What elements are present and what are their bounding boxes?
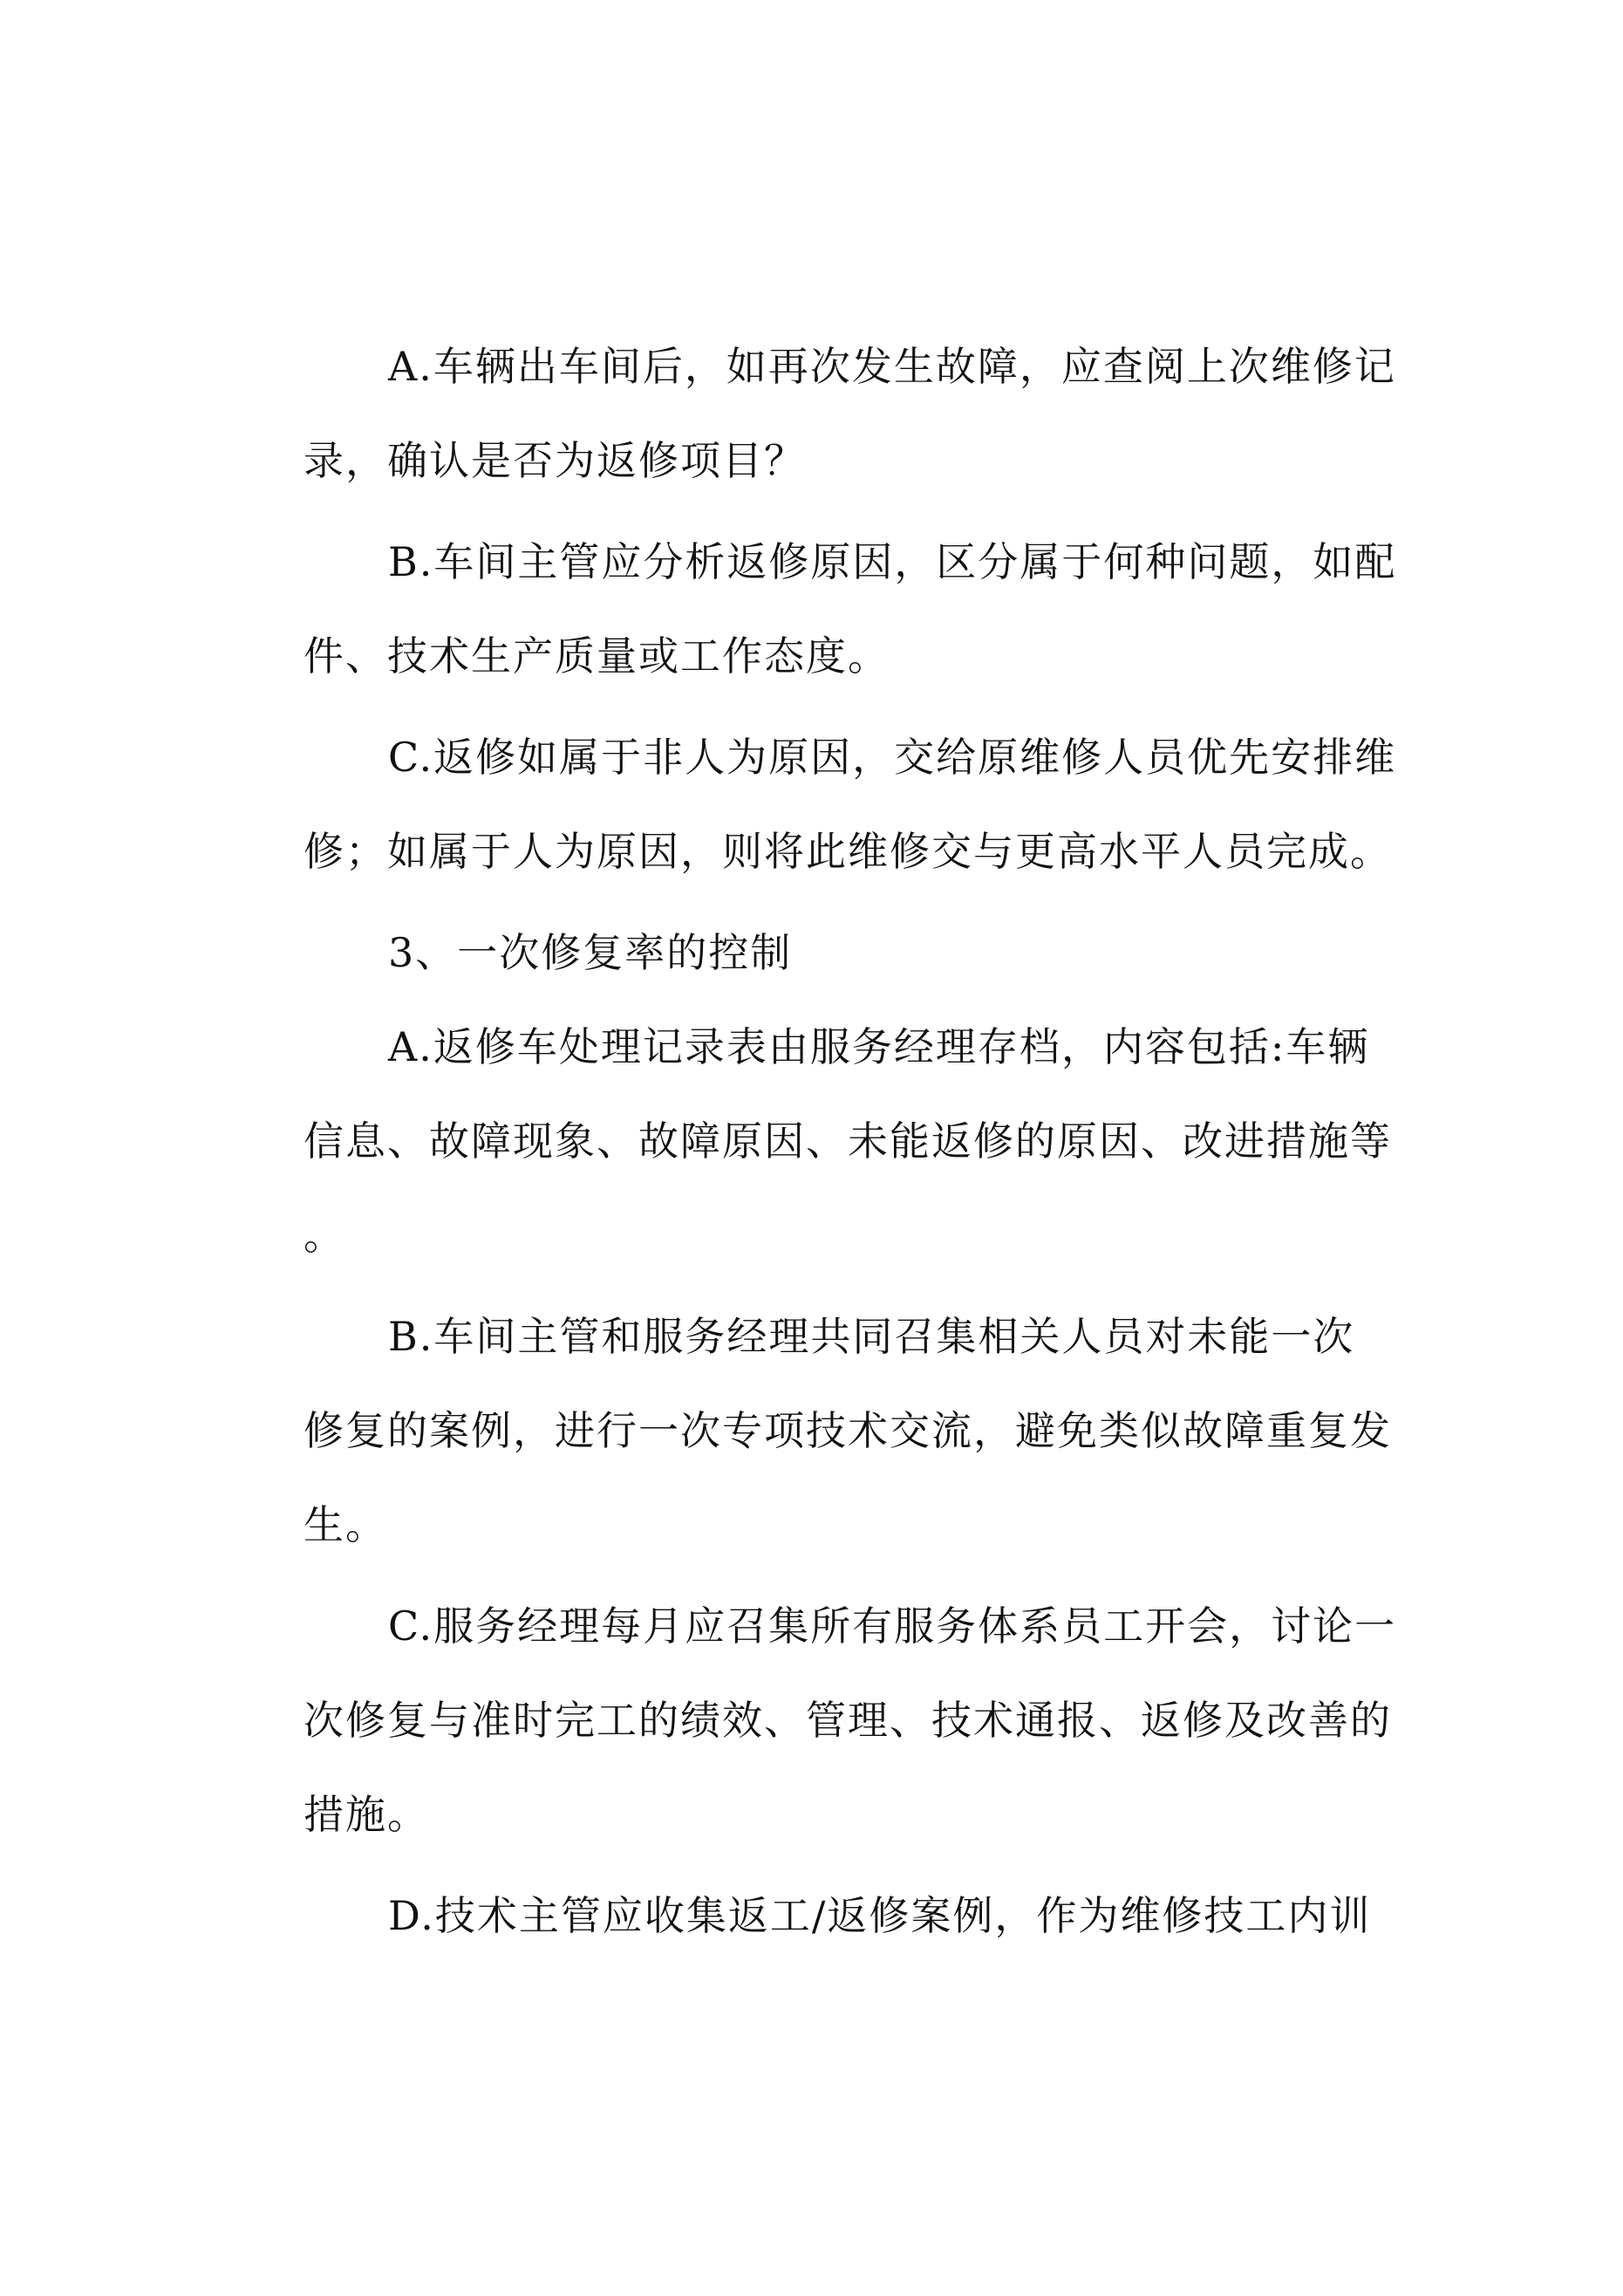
text-line: B.车间主管和服务经理共同召集相关人员对未能一次 (388, 1313, 1355, 1360)
text-line: 录，确认是否为返修项目？ (303, 437, 806, 484)
text-line: 件、技术生产质量或工作态度。 (303, 632, 890, 680)
text-line: C.服务经理每月应召集所有服务体系员工开会，讨论一 (388, 1602, 1397, 1650)
text-line: C.返修如属于非人为原因，交给原维修人员优先安排维 (388, 734, 1397, 781)
text-line: A.返修车处理记录表由服务经理存档，内容包括:车辆 (388, 1023, 1370, 1070)
text-line: 措施。 (303, 1791, 429, 1838)
text-line: A.车辆出车间后，如再次发生故障，应查阅上次维修记 (388, 343, 1396, 390)
text-line: 修；如属于人为原因，则将此维修交与更高水平人员完成。 (303, 828, 1392, 875)
text-line: 次修复与准时完工的绩效、管理、技术通报、返修及改善的 (303, 1697, 1392, 1744)
text-line: D.技术主管应收集返工/返修案例，作为维修技工内训 (388, 1892, 1372, 1939)
text-line: B.车间主管应分析返修原因，区分属于何种问题，如配 (388, 538, 1397, 585)
text-line: 。 (303, 1212, 345, 1259)
section-heading: 3、一次修复率的控制 (388, 929, 793, 976)
text-line: 生。 (303, 1501, 387, 1548)
text-line: 信息、故障现象、故障原因、未能返修的原因、改进措施等 (303, 1117, 1392, 1165)
text-line: 修复的案例，进行一次专项技术交流，避免类似故障重复发 (303, 1407, 1392, 1454)
